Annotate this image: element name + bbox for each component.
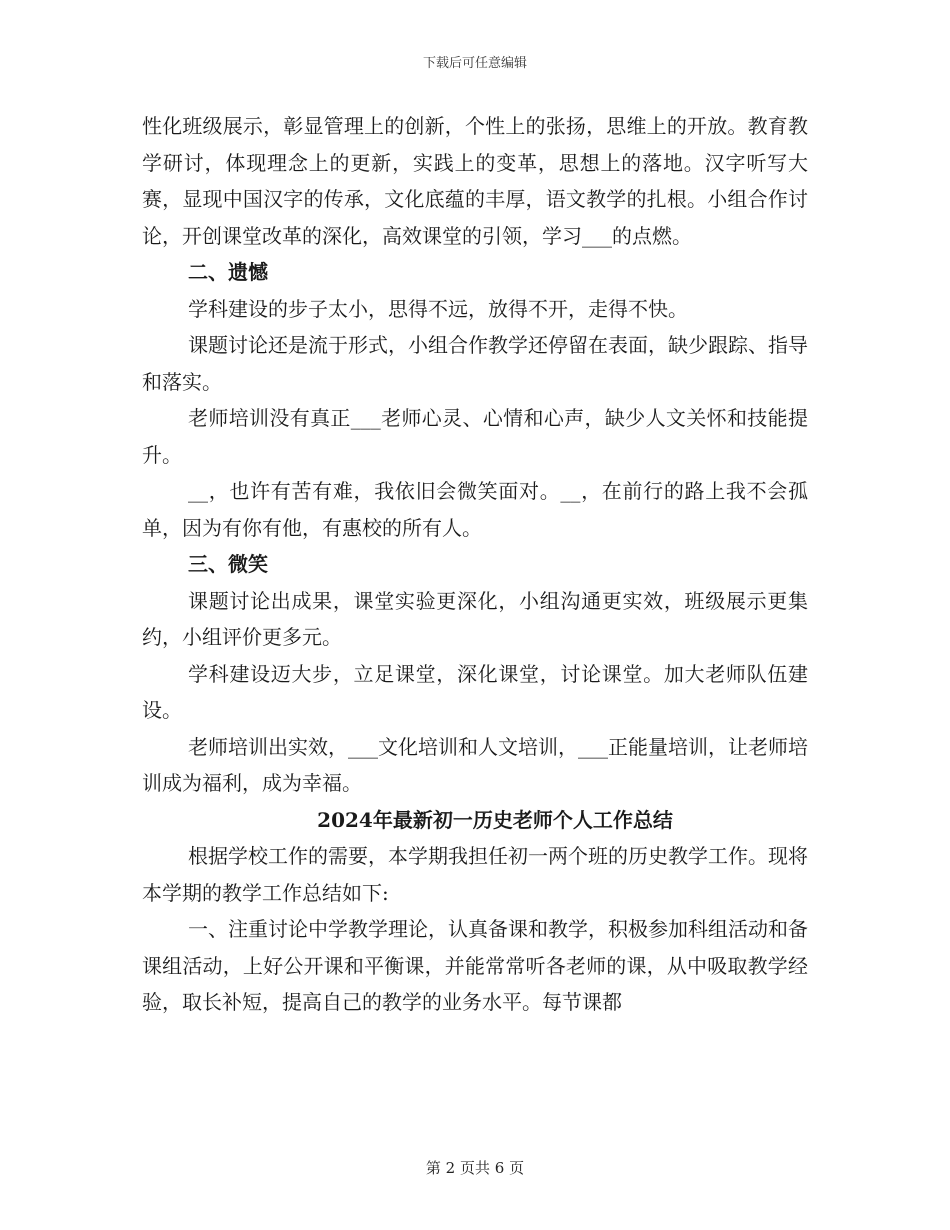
section-heading-smile: 三、微笑 <box>188 552 268 576</box>
paragraph-research-results: 课题讨论出成果，课堂实验更深化，小组沟通更实效，班级展示更集约，小组评价更多元。 <box>142 588 808 649</box>
paragraph-teacher-training: 老师培训没有真正___老师心灵、心情和心声，缺少人文关怀和技能提升。 <box>142 406 808 467</box>
paragraph-training-results: 老师培训出实效，___文化培训和人文培训，___正能量培训，让老师培训成为福利，成为幸福。 <box>142 734 808 795</box>
paragraph-intro: 根据学校工作的需要，本学期我担任初一两个班的历史教学工作。现将本学期的教学工作总结如下: <box>142 844 808 905</box>
document-title: 2024年最新初一历史老师个人工作总结 <box>317 807 673 832</box>
paragraph-research-discussion: 课题讨论还是流于形式，小组合作教学还停留在表面，缺少跟踪、指导和落实。 <box>142 333 808 394</box>
paragraph-subject-building: 学科建设的步子太小，思得不远，放得不开，走得不快。 <box>188 296 688 321</box>
paragraph-point-one: 一、注重讨论中学教学理论，认真备课和教学，积极参加科组活动和备课组活动，上好公开课和平衡课，并能常常听各老师的课，从中吸取教学经验，取长补短，提高自己的教学的业务水平。每节课都 <box>142 917 808 1014</box>
paragraph-subject-progress: 学科建设迈大步，立足课堂，深化课堂，讨论课堂。加大老师队伍建设。 <box>142 661 808 722</box>
paragraph-class-display: 性化班级展示，彰显管理上的创新，个性上的张扬，思维上的开放。教育教学研讨，体现理念上的更新，实践上的变革，思想上的落地。汉字听写大赛，显现中国汉字的传承，文化底蕴的丰厚，语文教学的扎根。小组合作讨论，开创课堂改革的深化，高效课堂的引领，学习___的点燃。 <box>142 114 808 248</box>
page-header: 下载后可任意编辑 <box>422 56 527 71</box>
section-heading-regrets: 二、遗憾 <box>188 260 268 284</box>
paragraph-smile-facing: __，也许有苦有难，我依旧会微笑面对。__，在前行的路上我不会孤单，因为有你有他，有惠校的所有人。 <box>142 479 808 540</box>
page-number: 第 2 页共 6 页 <box>425 1159 525 1177</box>
document-body <box>142 108 808 1021</box>
